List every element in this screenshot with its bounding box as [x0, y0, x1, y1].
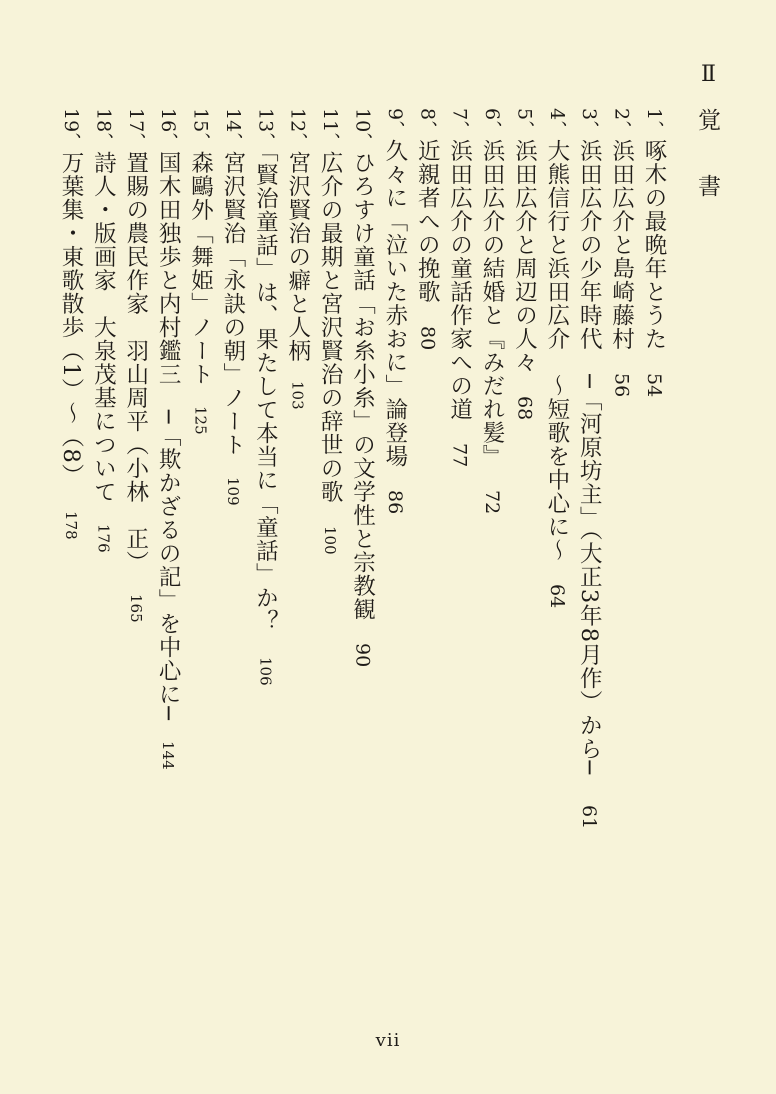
entry-title: 詩人・版画家 大泉茂基について — [90, 151, 117, 504]
toc-entry — [378, 108, 410, 1008]
entry-title: 置賜の農民作家 羽山周平（小林 正） — [122, 151, 149, 575]
toc-entry — [346, 108, 378, 1008]
entry-page: 125 — [191, 406, 210, 435]
entry-number: 16、 — [157, 108, 180, 152]
entry-number: 7、 — [448, 108, 471, 140]
toc-entry — [249, 108, 281, 1008]
toc-entry — [152, 108, 184, 1008]
entry-title: ひろすけ童話「お糸小糸」の文学性と宗教観 — [349, 151, 376, 622]
entry-page: 109 — [223, 476, 242, 506]
entry-title: 浜田広介と島崎藤村 — [608, 139, 635, 351]
entry-title: 浜田広介の少年時代 ─「河原坊主」（大正3年8月作）から─ — [576, 139, 603, 776]
toc-entry — [184, 108, 216, 1008]
entry-number: 1、 — [643, 108, 665, 140]
toc-entry — [217, 108, 249, 1008]
entry-page: 144 — [159, 740, 178, 770]
entry-number: 8、 — [416, 108, 439, 140]
entry-title: 国木田独歩と内村鑑三 ─「欺かざるの記」を中心に─ — [155, 151, 182, 721]
entry-title: 浜田広介と周辺の人々 — [511, 139, 538, 375]
entry-number: 9、 — [383, 108, 406, 140]
toc-entry — [476, 108, 508, 1008]
entry-title: 万葉集・東歌散歩（1）～（8） — [57, 151, 84, 488]
entry-title: 宮沢賢治の癖と人柄 — [284, 151, 311, 363]
entry-number: 12、 — [286, 108, 309, 152]
part-number: Ⅱ — [701, 62, 717, 87]
entry-number: 19、 — [59, 108, 82, 152]
toc-entry — [573, 108, 605, 1008]
entry-page: 103 — [288, 380, 307, 410]
toc-entry — [443, 108, 475, 1008]
toc-entry — [638, 108, 670, 1008]
entry-page: 100 — [321, 525, 340, 555]
entry-page: 165 — [126, 594, 145, 623]
entry-number: 6、 — [481, 108, 504, 140]
entry-page: 72 — [481, 490, 504, 515]
entry-page: 178 — [61, 511, 80, 540]
entry-number: 3、 — [578, 108, 601, 140]
entry-number: 5、 — [513, 108, 536, 140]
toc-list — [57, 108, 670, 1008]
toc-entry — [119, 108, 151, 1008]
page-folio: vii — [375, 1030, 401, 1051]
entry-page: 176 — [94, 523, 113, 553]
entry-page: 80 — [416, 325, 439, 350]
entry-number: 10、 — [351, 108, 374, 152]
entry-number: 13、 — [254, 108, 277, 152]
entry-page: 64 — [545, 584, 568, 609]
section-title: 覚 書 — [694, 108, 720, 207]
entry-title: 久々に「泣いた赤おに」論登場 — [381, 139, 408, 469]
entry-title: 宮沢賢治「永訣の朝」ノート — [219, 151, 246, 457]
entry-number: 15、 — [189, 108, 212, 152]
entry-page: 54 — [643, 372, 665, 397]
entry-title: 広介の最期と宮沢賢治の辞世の歌 — [317, 151, 344, 504]
toc-entry — [281, 108, 313, 1008]
toc-entry — [55, 108, 87, 1008]
entry-title: 啄木の最晩年とうた — [641, 139, 667, 351]
entry-page: 56 — [610, 372, 633, 397]
entry-title: 大熊信行と浜田広介 ～短歌を中心に～ — [543, 139, 570, 563]
toc-entry — [411, 108, 443, 1008]
toc-entry — [605, 108, 637, 1008]
entry-title: 森鷗外「舞姫」ノート — [187, 151, 214, 387]
entry-page: 90 — [351, 643, 374, 668]
entry-page: 106 — [256, 657, 275, 687]
toc-entry — [87, 108, 119, 1008]
toc-entry — [314, 108, 346, 1008]
entry-number: 11、 — [319, 108, 342, 152]
entry-title: 浜田広介の童話作家への道 — [446, 139, 473, 422]
toc-entry — [508, 108, 540, 1008]
entry-title: 近親者への挽歌 — [414, 139, 441, 304]
toc-entry — [540, 108, 572, 1008]
entry-title: 浜田広介の結婚と『みだれ髪』 — [479, 139, 506, 469]
entry-number: 4、 — [545, 108, 568, 140]
entry-title: 「賢治童話」は、果たして本当に「童話」か？ — [252, 151, 279, 634]
entry-page: 86 — [383, 490, 406, 515]
entry-number: 2、 — [610, 108, 633, 140]
entry-number: 17、 — [124, 108, 147, 152]
entry-page: 68 — [513, 396, 536, 421]
entry-page: 77 — [448, 443, 471, 468]
entry-number: 18、 — [92, 108, 115, 152]
entry-number: 14、 — [221, 108, 244, 152]
entry-page: 61 — [578, 805, 601, 830]
